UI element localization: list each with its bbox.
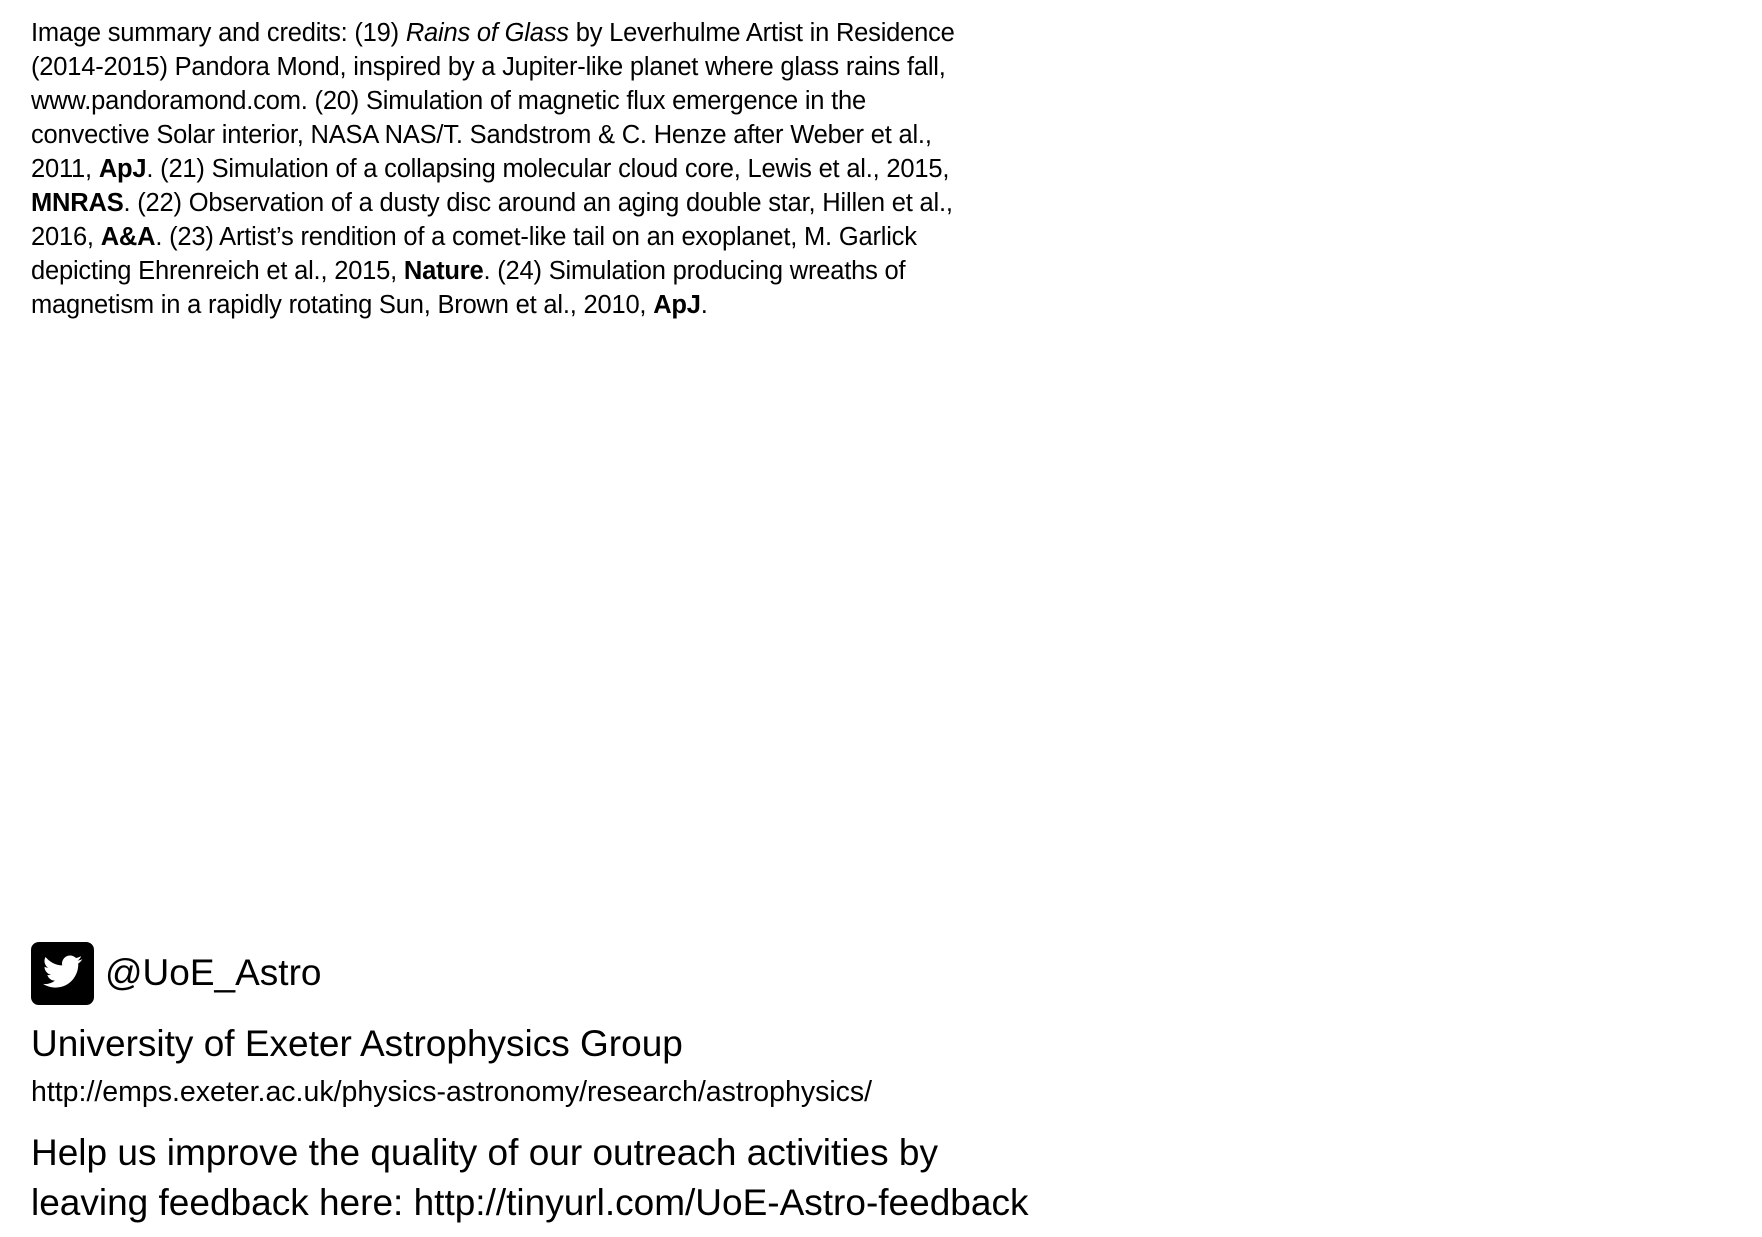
twitter-handle[interactable]: @UoE_Astro — [105, 952, 322, 993]
journal-name: Nature — [403, 257, 484, 285]
credits-line-5: 2011, ApJ. (21) Simulation of a collapsing molecular cloud core, Lewis et al., 2015, — [31, 155, 950, 183]
twitter-bird-icon — [31, 942, 94, 1005]
credits-line-1: Image summary and credits: (19) Rains of Glass by Leverhulme Artist in Residence — [31, 19, 955, 47]
credits-line-2: (2014-2015) Pandora Mond, inspired by a Jupiter-like planet where glass rains fall, — [31, 53, 946, 81]
credits-line-8: depicting Ehrenreich et al., 2015, Nature. (24) Simulation producing wreaths of — [31, 257, 906, 285]
credits-line-3: www.pandoramond.com. (20) Simulation of magnetic flux emergence in the — [31, 87, 867, 115]
twitter-contact — [31, 941, 321, 1005]
feedback-line-1: Help us improve the quality of our outreach activities by — [31, 1132, 938, 1173]
credits-line-4: convective Solar interior, NASA NAS/T. Sandstrom & C. Henze after Weber et al., — [31, 121, 932, 149]
credits-line-6: MNRAS. (22) Observation of a dusty disc around an aging double star, Hillen et al., — [31, 189, 953, 217]
feedback-line-2: leaving feedback here: http://tinyurl.com/UoE-Astro-feedback — [31, 1182, 1029, 1223]
artwork-title: Rains of Glass — [405, 19, 569, 47]
feedback-message — [31, 1128, 1028, 1228]
journal-name: MNRAS — [31, 189, 124, 217]
journal-name: ApJ — [653, 291, 701, 319]
journal-name: A&A — [100, 223, 156, 251]
group-website-link[interactable]: http://emps.exeter.ac.uk/physics-astronomy/research/astrophysics/ — [31, 1076, 873, 1108]
journal-name: ApJ — [98, 155, 147, 183]
credits-line-7: 2016, A&A. (23) Artist’s rendition of a comet-like tail on an exoplanet, M. Garlick — [31, 223, 917, 251]
image-credits — [31, 16, 1031, 322]
credits-line-9: magnetism in a rapidly rotating Sun, Brown et al., 2010, ApJ. — [31, 291, 708, 319]
group-name: University of Exeter Astrophysics Group — [31, 1023, 683, 1064]
